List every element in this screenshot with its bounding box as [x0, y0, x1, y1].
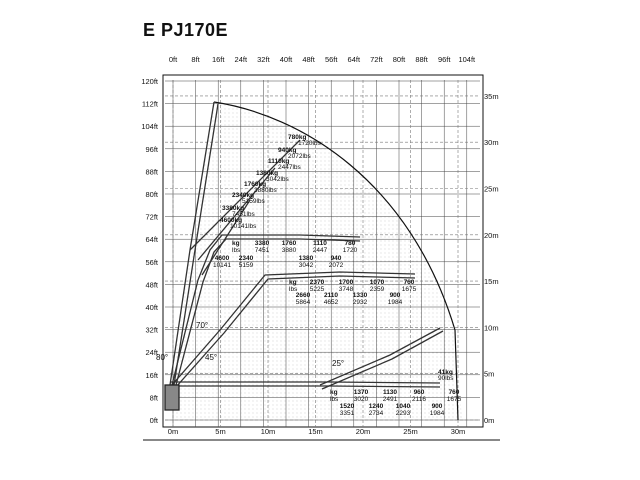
table70-kg-value: 1110 — [313, 240, 327, 247]
table0-kg-value: 1130 — [382, 389, 398, 396]
left-tick-label: 96ft — [145, 144, 158, 154]
table70-lbs-value: 7451 — [254, 247, 270, 254]
table70-kg-value: 1760 — [281, 240, 297, 247]
top-load-kg: 1760kg — [244, 181, 267, 188]
table0-kg-label: kg — [330, 389, 338, 396]
page-title: E PJ170E — [143, 20, 229, 40]
top-load-kg: 4600kg — [220, 217, 243, 224]
top-tick-label: 40ft — [279, 55, 293, 64]
table45-below-kg: 2110 — [323, 292, 339, 299]
top-ft-axis — [169, 55, 476, 64]
top-tick-label: 88ft — [415, 55, 428, 64]
top-tick-label: 72ft — [370, 55, 383, 64]
table0-below-kg: 900 — [431, 403, 443, 410]
table45-lbs-value: 3748 — [338, 286, 354, 293]
table70-mid3-kg: 940 — [330, 255, 342, 262]
table70-left-lbs: 10141 — [212, 262, 232, 269]
top-load-kg: 780kg — [288, 134, 307, 141]
top-load-kg: 1110kg — [268, 158, 290, 165]
left-ft-axis — [141, 77, 159, 425]
table0-below-lbs: 1984 — [429, 410, 445, 417]
table70-kg-label: kg — [232, 240, 240, 247]
top-tick-label: 0ft — [168, 55, 178, 64]
table0-kg-value: 1370 — [353, 389, 369, 396]
right-tick-label: 15m — [484, 277, 499, 287]
left-tick-label: 104ft — [141, 122, 158, 132]
table70-left-kg: 4600 — [214, 255, 230, 262]
table45-lbs-value: 5225 — [309, 286, 325, 293]
left-tick-label: 0ft — [149, 416, 158, 425]
bottom-tick-label: 0m — [167, 427, 179, 436]
table45-below-lbs: 4652 — [323, 299, 339, 306]
table70-lbs-value: 3880 — [281, 247, 297, 254]
left-tick-label: 88ft — [145, 167, 158, 177]
table70-lbs-value: 1720 — [342, 247, 358, 254]
table45-below-lbs: 1984 — [387, 299, 403, 306]
table45-below-kg: 900 — [389, 292, 401, 299]
top-load-kg: 1380kg — [256, 170, 279, 177]
table45-kg-value: 2370 — [309, 279, 325, 286]
right-tick-label: 20m — [484, 230, 499, 240]
table45-lbs-value: 1675 — [401, 286, 417, 293]
table70-kg-value: 780 — [344, 240, 356, 247]
left-tick-label: 112ft — [141, 99, 158, 109]
table45-kg-value: 1070 — [369, 279, 385, 286]
top-tick-label: 32ft — [257, 55, 270, 64]
table45-lbs-label: lbs — [289, 286, 298, 293]
table0-below-kg: 1040 — [395, 403, 411, 410]
table45-below-lbs: 5864 — [295, 299, 311, 306]
top-load-kg: 2340kg — [232, 192, 255, 199]
table45-below-kg: 1330 — [352, 292, 368, 299]
top-load-lbs: 10141lbs — [230, 223, 257, 230]
table70-mid2-kg: 1380 — [298, 255, 314, 262]
top-load-lbs: 3042lbs — [266, 176, 289, 183]
angle-25-label: 25° — [332, 359, 345, 368]
left-tick-label: 8ft — [149, 393, 158, 403]
table0-below-lbs: 2293 — [395, 410, 411, 417]
table45-kg-label: kg — [289, 279, 297, 286]
left-tick-label: 16ft — [145, 370, 158, 380]
right-tick-label: 10m — [484, 323, 499, 333]
table45-lbs-value: 2359 — [369, 286, 385, 293]
angle-70-label: 70° — [196, 321, 209, 330]
top-load-lbs: 2447lbs — [278, 164, 301, 171]
top-load-lbs: 2072lbs — [288, 153, 311, 160]
left-tick-label: 80ft — [145, 190, 158, 199]
bottom-m-axis — [168, 427, 466, 436]
bottom-tick-label: 15m — [308, 427, 323, 436]
left-tick-label: 120ft — [141, 77, 158, 86]
top-tick-label: 48ft — [302, 55, 315, 64]
top-tick-label: 56ft — [324, 55, 338, 64]
table0-below-kg: 1240 — [368, 403, 384, 410]
table70-mid2-lbs: 3042 — [298, 262, 314, 269]
top-tick-label: 104ft — [458, 55, 476, 64]
bottom-tick-label: 25m — [403, 427, 418, 436]
right-m-axis — [484, 92, 499, 425]
left-tick-label: 56ft — [145, 257, 158, 267]
top-tick-label: 80ft — [392, 55, 406, 64]
table70-mid-kg: 2340 — [238, 255, 254, 262]
top-load-kg: 3380kg — [222, 205, 245, 212]
table70-lbs-label: lbs — [232, 247, 241, 254]
table70-lbs-value: 2447 — [312, 247, 328, 254]
bottom-tick-label: 5m — [215, 427, 226, 436]
table0-lbs-label: lbs — [330, 396, 339, 403]
table45-kg-value: 760 — [403, 279, 415, 286]
top-load-lbs: 3880lbs — [254, 187, 277, 194]
table70-mid3-lbs: 2072 — [328, 262, 344, 269]
top-tick-label: 16ft — [211, 55, 225, 64]
left-tick-label: 48ft — [145, 280, 158, 290]
top-tick-label: 24ft — [234, 55, 248, 64]
bottom-tick-label: 20m — [355, 427, 371, 436]
top-load-lbs: 5159lbs — [242, 198, 265, 205]
table45-kg-value: 1700 — [338, 279, 354, 286]
tip-load-lbs: 90lbs — [438, 375, 454, 382]
table0-lbs-value: 2491 — [382, 396, 398, 403]
table45-below-kg: 2660 — [295, 292, 311, 299]
table70-mid-lbs: 5159 — [238, 262, 254, 269]
table0-below-lbs: 2734 — [368, 410, 384, 417]
right-tick-label: 35m — [484, 91, 499, 101]
right-tick-label: 5m — [484, 369, 495, 379]
top-load-lbs: 1720lbs — [298, 140, 321, 147]
bottom-tick-label: 30m — [450, 427, 466, 436]
table0-kg-value: 960 — [413, 389, 425, 396]
top-tick-label: 64ft — [347, 55, 361, 64]
tip-load-kg: 41kg — [438, 369, 453, 376]
left-tick-label: 24ft — [145, 348, 158, 358]
table0-kg-value: 760 — [448, 389, 460, 396]
right-tick-label: 0m — [484, 416, 495, 425]
right-tick-label: 30m — [484, 138, 499, 148]
table0-lbs-value: 3020 — [353, 396, 369, 403]
bottom-tick-label: 10m — [260, 427, 276, 436]
table0-below-kg: 1520 — [339, 403, 355, 410]
top-tick-label: 8ft — [191, 55, 200, 64]
left-tick-label: 40ft — [145, 303, 158, 312]
left-tick-label: 72ft — [145, 212, 158, 222]
table0-lbs-value: 2116 — [412, 396, 426, 403]
table70-kg-value: 3380 — [254, 240, 270, 247]
top-tick-label: 96ft — [437, 55, 451, 64]
angle-80-label: 80° — [156, 353, 169, 362]
top-load-kg: 940kg — [278, 147, 297, 154]
left-tick-label: 32ft — [145, 325, 158, 335]
top-load-lbs: 7451lbs — [232, 211, 255, 218]
angle-45-label: 45° — [205, 353, 218, 362]
table0-below-lbs: 3351 — [339, 410, 355, 417]
right-tick-label: 25m — [484, 184, 499, 194]
crane-base — [165, 385, 179, 410]
table0-lbs-value: 1675 — [446, 396, 462, 403]
table45-below-lbs: 2932 — [352, 299, 368, 306]
left-tick-label: 64ft — [145, 235, 158, 245]
